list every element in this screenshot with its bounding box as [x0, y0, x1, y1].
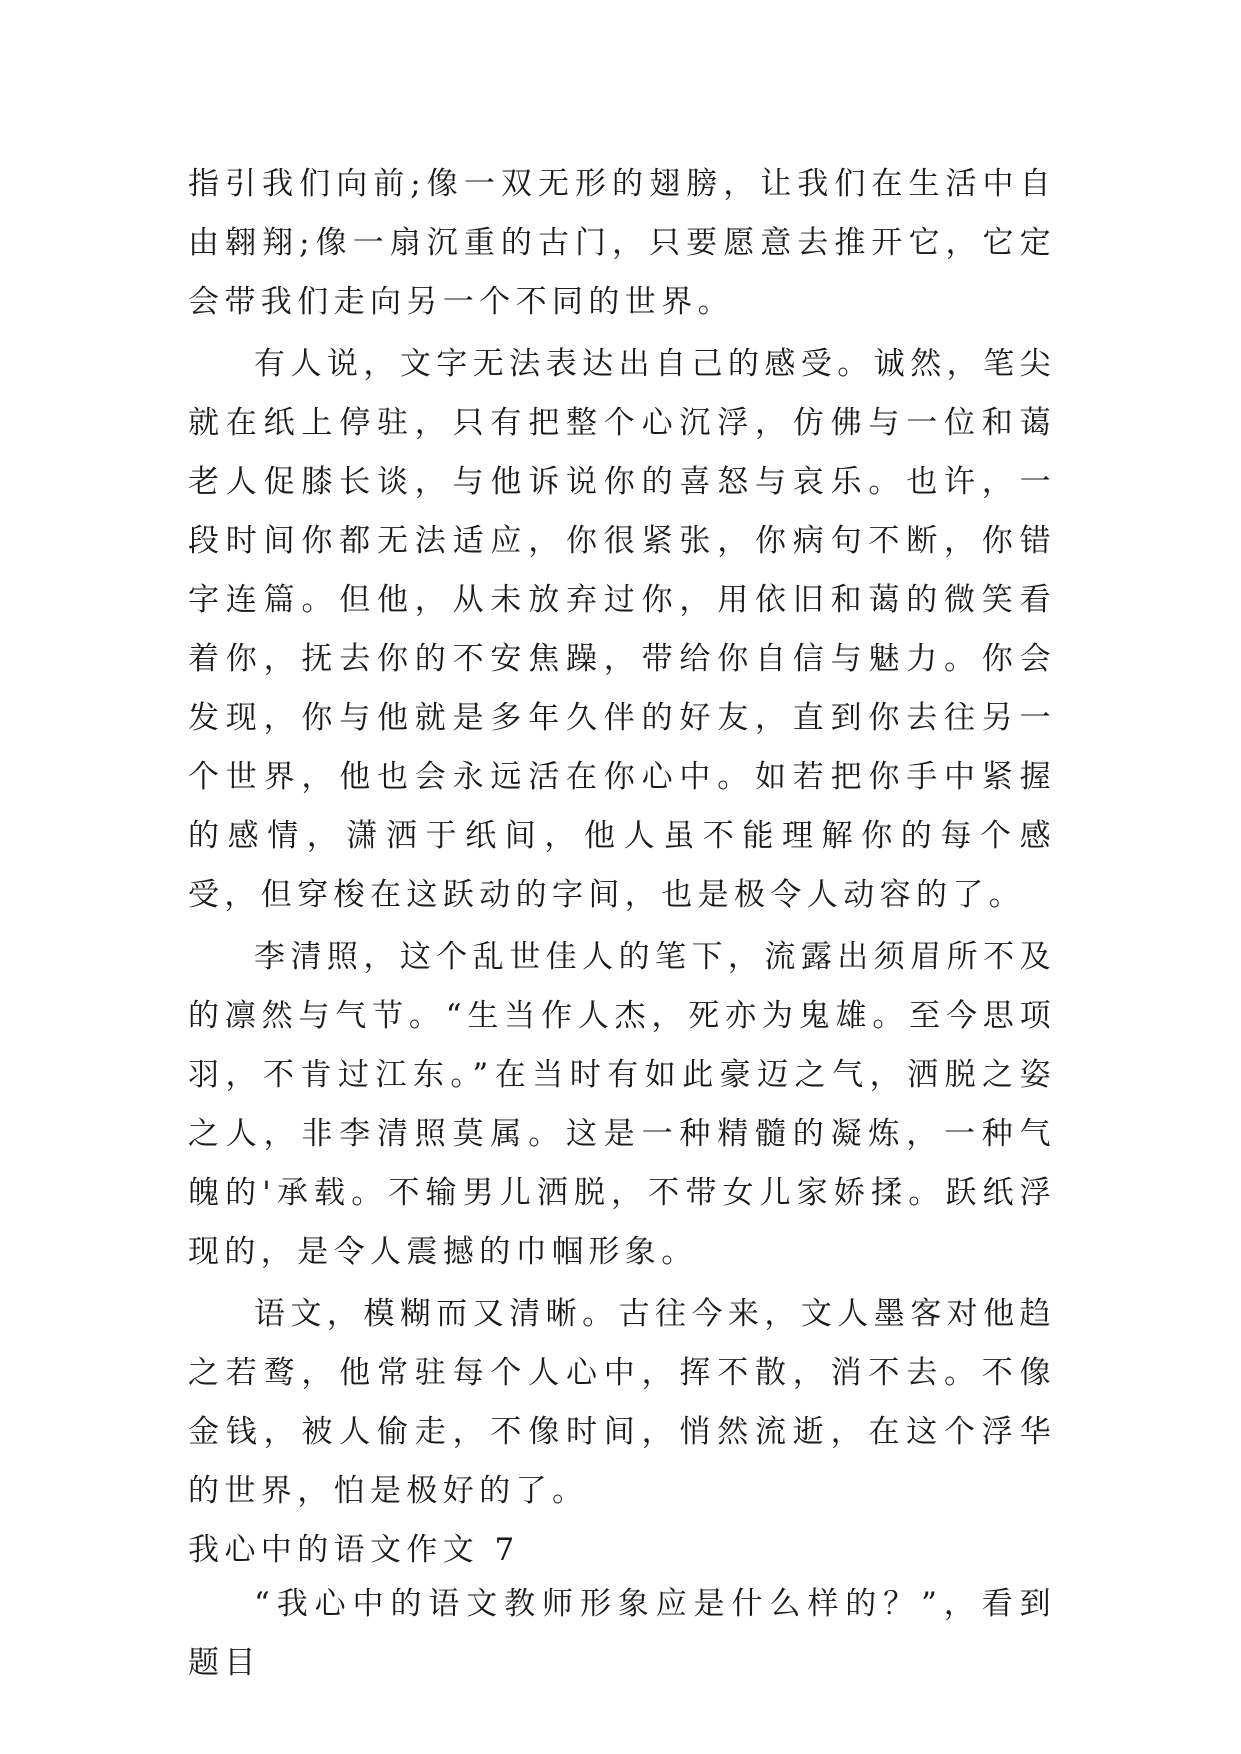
paragraph-5: “我心中的语文教师形象应是什么样的？”，看到题目	[188, 1586, 1056, 1681]
section-heading: 我心中的语文作文 7	[188, 1532, 520, 1568]
paragraph-2: 有人说，文字无法表达出自己的感受。诚然，笔尖就在纸上停驻，只有把整个心沉浮，仿佛与一位和蔼老人促膝长谈，与他诉说你的喜怒与哀乐。也许，一段时间你都无法适应，你很紧张，你病句不断，你错字连篇。但他，从未放弃过你，用依旧和蔼的微笑看着你，抚去你的不安焦躁，带给你自信与魅力。你会发现，你与他就是多年久伴的好友，直到你去往另一个世界，他也会永远活在你心中。如若把你手中紧握的感情，潇洒于纸间，他人虽不能理解你的每个感受，但穿梭在这跃动的字间，也是极令人动容的了。	[188, 346, 1056, 913]
document-body	[188, 155, 1056, 1693]
paragraph-4: 语文，模糊而又清晰。古往今来，文人墨客对他趋之若鹜，他常驻每个人心中，挥不散，消不去。不像金钱，被人偷走，不像时间，悄然流逝，在这个浮华的世界，怕是极好的了。	[188, 1296, 1056, 1509]
paragraph-3: 李清照，这个乱世佳人的笔下，流露出须眉所不及的凛然与气节。“生当作人杰，死亦为鬼雄。至今思项羽，不肯过江东。”在当时有如此豪迈之气，洒脱之姿之人，非李清照莫属。这是一种精髓的凝炼，一种气魄的'承载。不输男儿洒脱，不带女儿家娇揉。跃纸浮现的，是令人震撼的巾帼形象。	[188, 939, 1056, 1270]
paragraph-1: 指引我们向前;像一双无形的翅膀，让我们在生活中自由翱翔;像一扇沉重的古门，只要愿意去推开它，它定会带我们走向另一个不同的世界。	[188, 166, 1056, 320]
